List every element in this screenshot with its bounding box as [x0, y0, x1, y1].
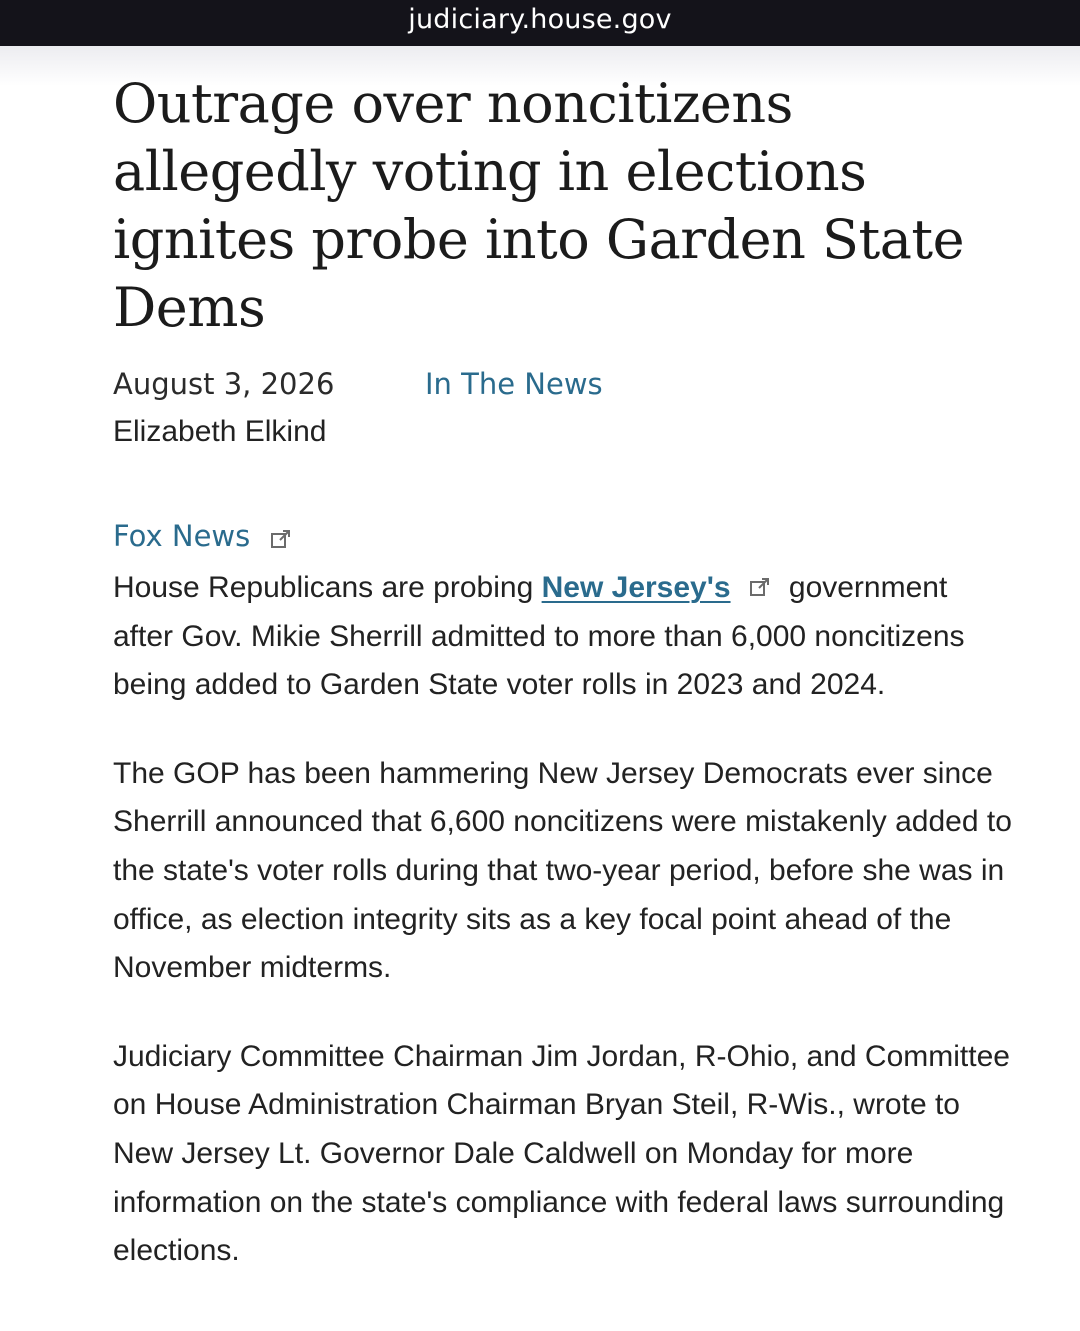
article-author: Elizabeth Elkind [113, 415, 327, 448]
article-title: Outrage over noncitizens allegedly voting in elections ignites probe into Garden State Dems [113, 72, 965, 339]
paragraph-1 [113, 564, 1013, 710]
paragraph-2: The GOP has been hammering New Jersey Democrats ever since Sherrill announced that 6,600 noncitizens were mistakenly added to the state's voter rolls during that two-year period, before she was in office, as election integrity sits as a key focal point ahead of the November midterms. [113, 756, 1012, 985]
category-link[interactable]: In The News [425, 367, 603, 401]
external-link-icon[interactable] [749, 576, 771, 598]
paragraph-1-rest: government after Gov. Mikie Sherrill admitted to more than 6,000 noncitizens being added to Garden State voter rolls in 2023 and 2024. [113, 571, 965, 702]
article [113, 70, 1013, 1316]
new-jersey-link[interactable]: New Jersey's [541, 571, 731, 604]
paragraph-3: Judiciary Committee Chairman Jim Jordan, R-Ohio, and Committee on House Administration Chairman Bryan Steil, R-Wis., wrote to New Jersey Lt. Governor Dale Caldwell on Monday for more information on the state's compliance with federal laws surrounding elections. [113, 1039, 1010, 1268]
address-bar[interactable] [0, 0, 1080, 46]
paragraph-1-lead: House Republicans are probing [113, 571, 542, 604]
external-link-icon [270, 528, 292, 550]
url-text: judiciary.house.gov [408, 4, 672, 35]
article-meta [113, 362, 1013, 406]
source-label: Fox News [113, 519, 251, 553]
article-date: August 3, 2026 [113, 367, 335, 401]
source-link[interactable] [113, 514, 1013, 558]
